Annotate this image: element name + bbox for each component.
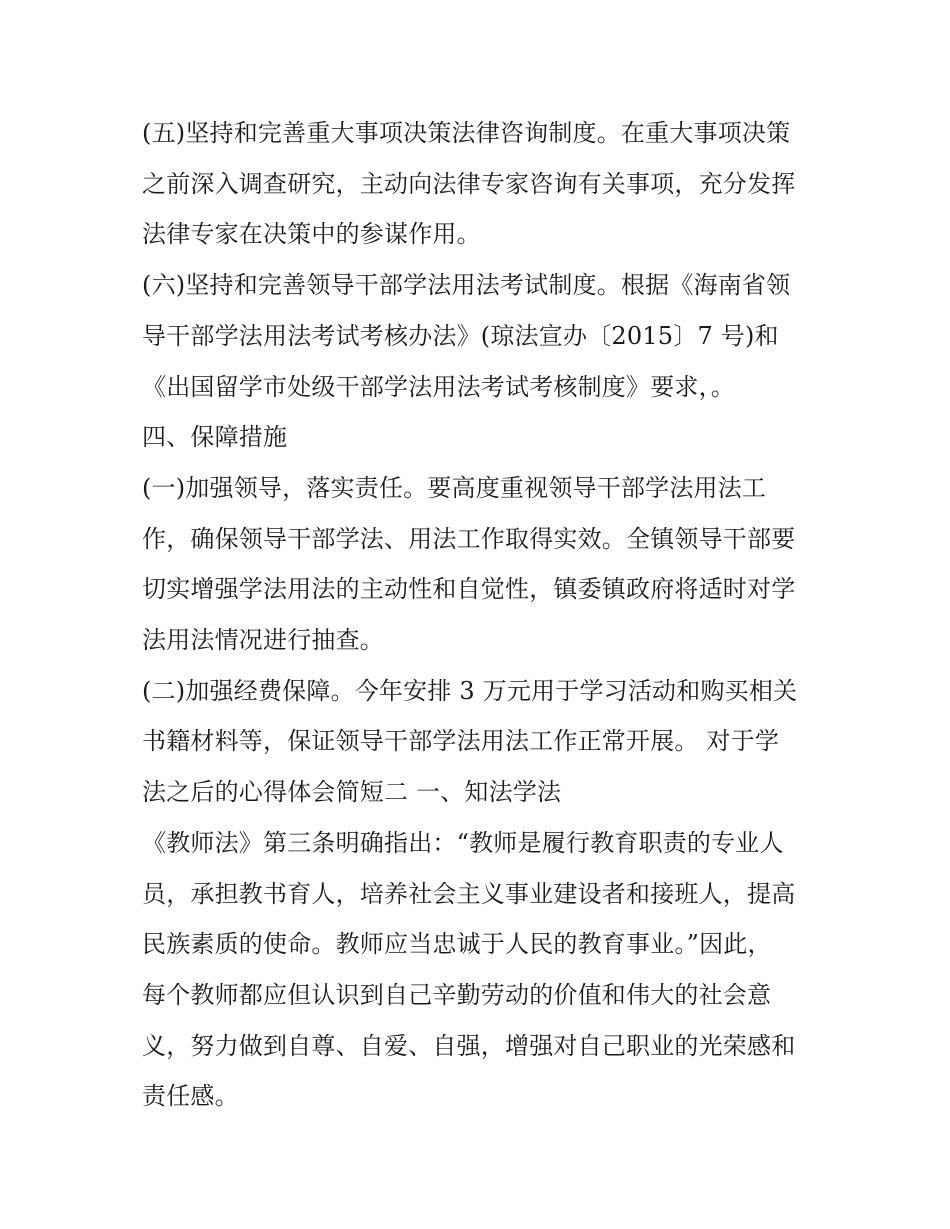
text-line: 导干部学法用法考试考核办法》(琼法宣办〔2015〕7 号)和 bbox=[142, 321, 779, 350]
text-line: 义，努力做到自尊、自爱、自强，增强对自己职业的光荣感和 bbox=[142, 1031, 796, 1060]
text-line: 责任感。 bbox=[142, 1082, 239, 1111]
text-line: (六)坚持和完善领导干部学法用法考试制度。根据《海南省领 bbox=[142, 271, 791, 300]
text-line: 《教师法》第三条明确指出：“教师是履行教育职责的专业人 bbox=[142, 828, 784, 857]
text-line: 《出国留学市处级干部学法用法考试考核制度》要求，。 bbox=[142, 372, 735, 401]
text-line: (一)加强领导，落实责任。要高度重视领导干部学法用法工 bbox=[142, 473, 767, 502]
document-body bbox=[142, 108, 822, 1122]
text-line: 切实增强学法用法的主动性和自觉性，镇委镇政府将适时对学 bbox=[142, 575, 796, 604]
text-line: 书籍材料等，保证领导干部学法用法工作正常开展。 对于学 bbox=[142, 727, 780, 756]
text-line: 每个教师都应但认识到自己辛勤劳动的价值和伟大的社会意 bbox=[142, 980, 772, 1009]
section-heading: 四、保障措施 bbox=[142, 423, 288, 452]
text-line: 民族素质的使命。教师应当忠诚于人民的教育事业。”因此， bbox=[142, 930, 772, 959]
text-line: 法律专家在决策中的参谋作用。 bbox=[142, 220, 481, 249]
text-line: 作，确保领导干部学法、用法工作取得实效。全镇领导干部要 bbox=[142, 524, 796, 553]
text-line: 法用法情况进行抽查。 bbox=[142, 626, 384, 655]
text-line: 之前深入调查研究，主动向法律专家咨询有关事项，充分发挥 bbox=[142, 169, 796, 198]
text-line: (二)加强经费保障。今年安排 3 万元用于学习活动和购买相关 bbox=[142, 676, 798, 705]
text-line: (五)坚持和完善重大事项决策法律咨询制度。在重大事项决策 bbox=[142, 119, 791, 147]
text-line: 员，承担教书育人，培养社会主义事业建设者和接班人，提高 bbox=[142, 879, 796, 908]
text-line: 法之后的心得体会简短二 一、知法学法 bbox=[142, 778, 562, 807]
